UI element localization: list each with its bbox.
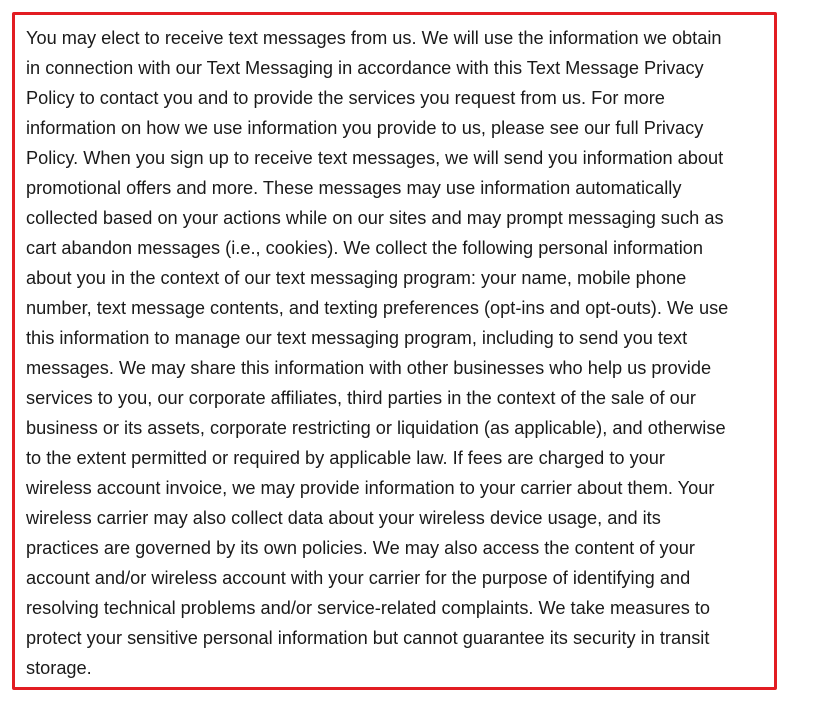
privacy-policy-paragraph: You may elect to receive text messages from us. We will use the information we obtain in connection with our Text Messaging in accordance with this Text Message Privacy Policy to contact you and to provide the services you request from us. For more information on how we use information you provide to us, please see our full Privacy Policy. When you sign up to receive text messages, we will send you information about promotional offers and more. These messages may use information automatically collected based on your actions while on our sites and may prompt messaging such as cart abandon messages (i.e., cookies). We collect the following personal information about you in the context of our text messaging program: your name, mobile phone number, text message contents, and texting preferences (opt-ins and opt-outs). We use this information to manage our text messaging program, including to send you text messages. We may share this information with other businesses who help us provide services to you, our corporate affiliates, third parties in the context of the sale of our business or its assets, corporate restricting or liquidation (as applicable), and otherwise to the extent permitted or required by applicable law. If fees are charged to your wireless account invoice, we may provide information to your carrier about them. Your wireless carrier may also collect data about your wireless device usage, and its practices are governed by its own policies. We may also access the content of your account and/or wireless account with your carrier for the purpose of identifying and resolving technical problems and/or service-related complaints. We take measures to protect your sensitive personal information but cannot guarantee its security in transit storage. xyxy=(26,28,729,678)
